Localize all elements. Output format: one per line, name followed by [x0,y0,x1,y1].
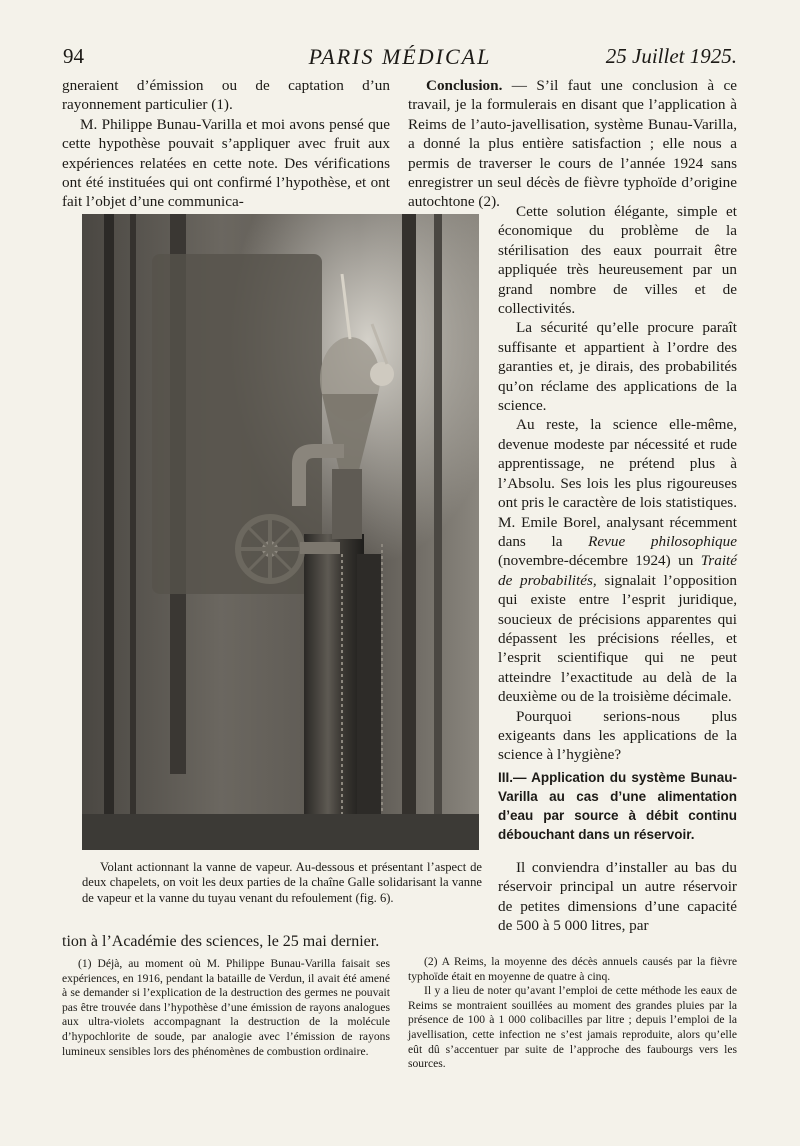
paragraph: Pourquoi serions-nous plus exigeants dans les applications de la science à l’hygiène? [498,707,737,764]
conclusion-text: — S’il faut une conclusion à ce travail, je la formulerais en disant que l’application à Reims de l’auto-javellisation, système Bunau-Varilla, a donné la plus entière satisfaction ; elle nous a permis de traverser le cours de l’année 1924 sans enregistrer un seul décès de fièvre typhoïde d’origine autochtone (2). [408,77,737,211]
paragraph [498,415,737,706]
footnote-text: (1) Déjà, au moment où M. Philippe Bunau-Varilla faisait ses expériences, en 1916, pendant la bataille de Verdun, il avait été amené à se demander si l’explication de la destruction des germes ne pouvait pas être trouvée dans l’hypothèse d’une émission de rayons analogues aux ultra-violets accompagnant la destruction de la molécule d’hypochlorite de soude, par analogie avec l’émission de rayons lumineux sensibles lors des phénomènes de combustion ordinaire. [62,957,390,1058]
section-heading: III.— Application du système Bunau-Varilla au cas d’une alimentation d’eau par source à débit continu débouchant dans un réservoir. [498,770,737,842]
apparatus-photograph [82,214,479,850]
right-column-top [408,76,737,212]
left-column-tail: tion à l’Académie des sciences, le 25 mai dernier. [62,933,380,950]
revue-title: Revue philosophique [588,532,737,550]
left-column-top [62,76,390,212]
text-run: Au reste, la science elle-même, devenue modeste par nécessité et rude apprentissage, ne prétend plus à l’Absolu. Ses lois les plus rigoureuses ont pris le caractère de lois statistiques. M. Emile Borel, analysant récemment dans la [498,416,737,550]
paragraph: La sécurité qu’elle procure paraît suffisante et appartient à l’ordre des garanties et, je dirais, des probabilités qu’on réclame des applications de la science. [498,319,737,415]
paragraph: gneraient d’émission ou de captation d’un rayonnement particulier (1). [62,77,390,114]
footnote-2 [408,955,737,1072]
right-column-narrow [498,202,737,765]
conclusion-label: Conclusion. [426,77,503,94]
footnote-text: Il y a lieu de noter qu’avant l’emploi de cette méthode les eaux de Reims se montraient souillées au moment des grandes pluies par la présence de 100 à 1 000 colibacilles par litre ; depuis l’emploi de la javellisation, cette infection ne s’est jamais reproduite, alors qu’elle eût dû s’accentuer par suite de l’approche des faubourgs vers les sources. [408,984,737,1071]
traite-title: Traité de probabilités [498,552,737,589]
photograph-illustration [82,214,479,850]
journal-title: PARIS MÉDICAL [308,44,492,69]
text-run: , signalait l’opposition qui existe entre l’esprit juridique, soucieux de précisions apparentes qui dépassent les précisions réelles, et l’esprit scientifique qui ne peut atteindre l’exactitude au delà de la deuxième ou de la troisième décimale. [498,571,737,706]
footnote-text: (2) A Reims, la moyenne des décès annuels causés par la fièvre typhoïde était en moyenne de quatre à cinq. [408,955,737,983]
text-run: (novembre-décembre 1924) un [498,552,701,570]
page-header [0,44,800,74]
issue-date: 25 Juillet 1925. [605,44,737,68]
paragraph: Cette solution élégante, simple et économique du problème de la stérilisation des eaux pourrait être appliquée très heureusement par un grand nombre de villes et de collectivités. [498,203,737,318]
footnote-1 [62,957,390,1059]
paragraph: Il conviendra d’installer au bas du réservoir principal un autre réservoir de petites dimensions d’une capacité de 500 à 5 000 litres, par [498,859,737,935]
figure-caption: Volant actionnant la vanne de vapeur. Au-dessous et présentant l’aspect de deux chapelets, on voit les deux parties de la chaîne Galle solidarisant la vanne de vapeur et la vanne du tuyau venant du refoulement (fig. 6). [82,860,482,905]
right-column-lower [498,858,737,936]
paragraph: M. Philippe Bunau-Varilla et moi avons pensé que cette hypothèse pouvait s’appliquer avec fruit aux expériences relatées en cette note. Des vérifications ont été instituées qui ont confirmé l’hypothèse, et ont fait l’objet d’une communica- [62,115,390,211]
conclusion-paragraph [408,76,737,212]
page-number: 94 [63,44,84,68]
